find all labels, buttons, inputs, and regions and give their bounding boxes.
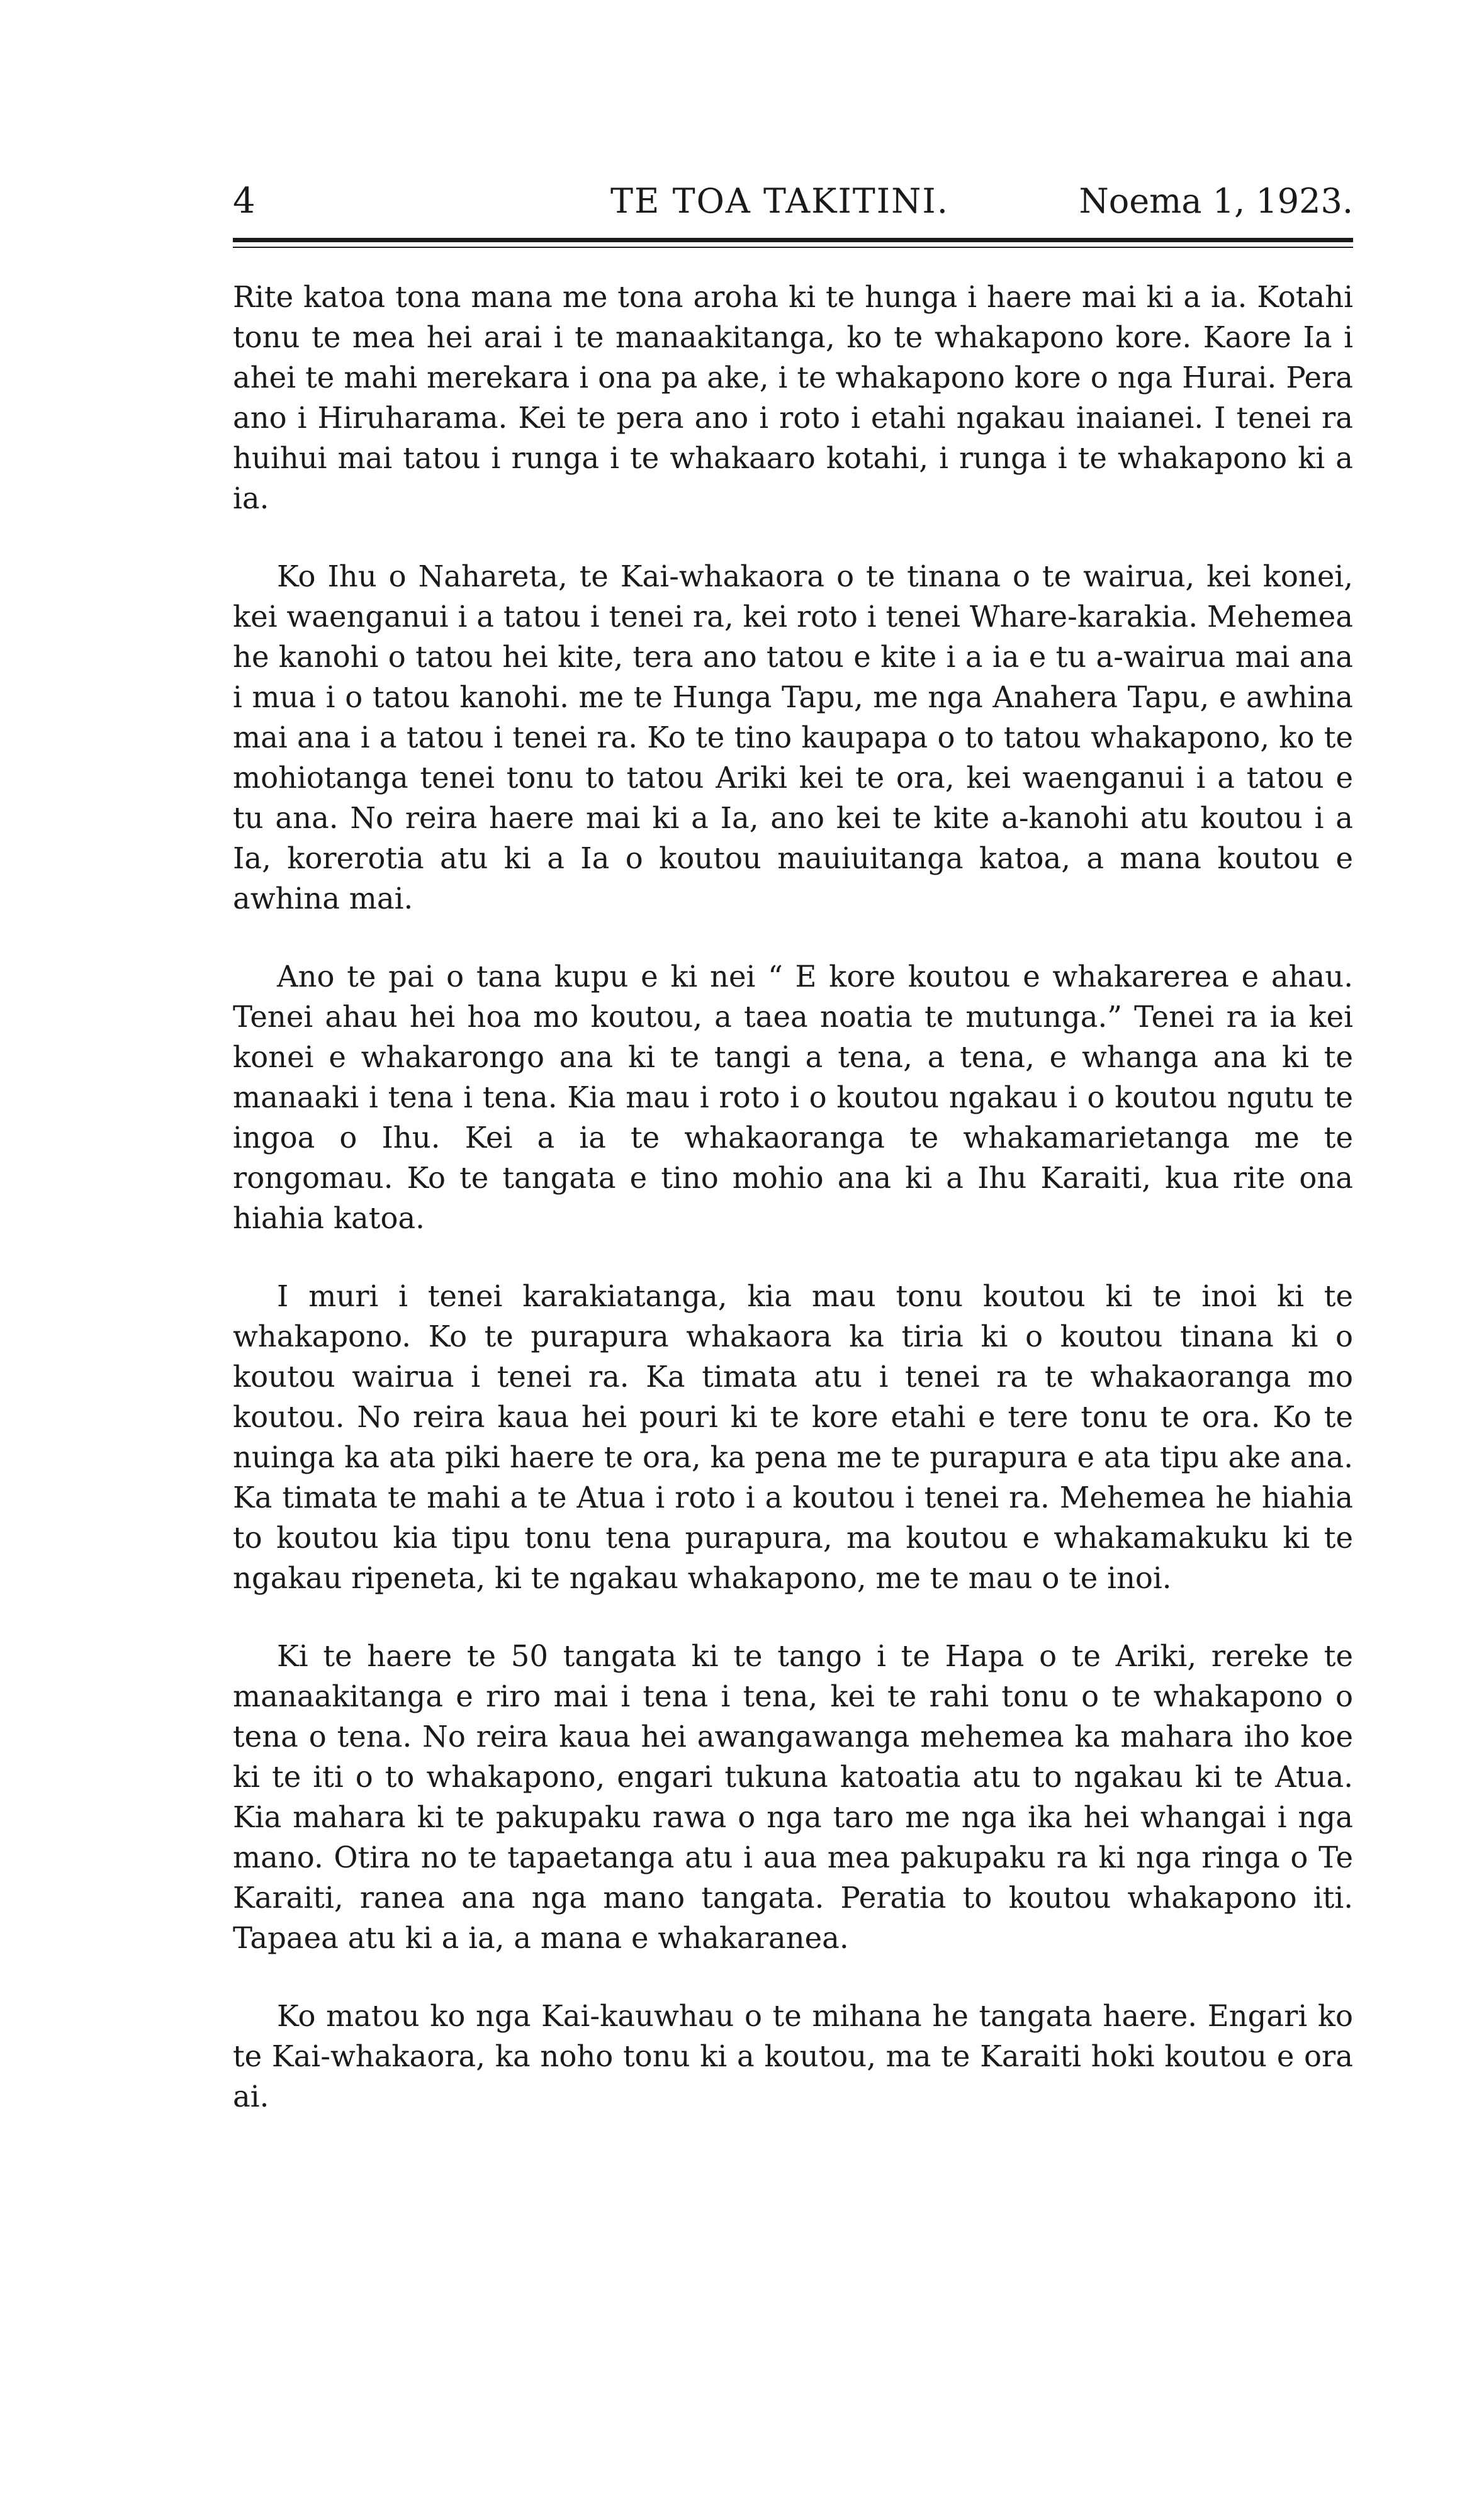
header-rule-thick	[233, 238, 1353, 242]
page-number: 4	[233, 181, 256, 221]
issue-date: Noema 1, 1923.	[1079, 181, 1353, 221]
paragraph-5: Ki te haere te 50 tangata ki te tango i te Hapa o te Ariki, rereke te manaakitanga e riro mai i tena i tena, kei te rahi tonu o te whakapono o tena o tena. No reira kaua hei awangawanga mehemea ka mahara iho koe ki te iti o to whakapono, engari tukuna katoatia atu to ngakau ki te Atua. Kia mahara ki te pakupaku rawa o nga taro me nga ika hei whangai i nga mano. Otira no te tapaetanga atu i aua mea pakupaku ra ki nga ringa o Te Karaiti, ranea ana nga mano tangata. Peratia to koutou whakapono iti. Tapaea atu ki a ia, a mana e whakaranea.	[233, 1639, 1353, 1955]
header-rule-thin	[233, 247, 1353, 248]
paragraph-3: Ano te pai o tana kupu e ki nei “ E kore koutou e whakarerea e ahau. Tenei ahau hei hoa mo koutou, a taea noatia te mutunga.” Tenei ra ia kei konei e whakarongo ana ki te tangi a tena, a tena, e whanga ana ki te manaaki i tena i tena. Kia mau i roto i o koutou ngakau i o koutou ngutu te ingoa o Ihu. Kei a ia te whakaoranga te whakamarietanga me te rongomau. Ko te tangata e tino mohio ana ki a Ihu Karaiti, kua rite ona hiahia katoa.	[233, 960, 1353, 1235]
paragraph-2: Ko Ihu o Nahareta, te Kai-whakaora o te tinana o te wairua, kei konei, kei waenganui i a tatou i tenei ra, kei roto i tenei Whare-karakia. Mehemea he kanohi o tatou hei kite, tera ano tatou e kite i a ia e tu a-wairua mai ana i mua i o tatou kanohi. me te Hunga Tapu, me nga Anahera Tapu, e awhina mai ana i a tatou i tenei ra. Ko te tino kaupapa o to tatou whakapono, ko te mohiotanga tenei tonu to tatou Ariki kei te ora, kei waenganui i a tatou e tu ana. No reira haere mai ki a Ia, ano kei te kite a-kanohi atu koutou i a Ia, korerotia atu ki a Ia o koutou mauiuitanga katoa, a mana koutou e awhina mai.	[233, 559, 1353, 916]
paragraph-4: I muri i tenei karakiatanga, kia mau tonu koutou ki te inoi ki te whakapono. Ko te purapura whakaora ka tiria ki o koutou tinana ki o koutou wairua i tenei ra. Ka timata atu i tenei ra te whakaoranga mo koutou. No reira kaua hei pouri ki te kore etahi e tere tonu te ora. Ko te nuinga ka ata piki haere te ora, ka pena me te purapura e ata tipu ake ana. Ka timata te mahi a te Atua i roto i a koutou i tenei ra. Mehemea he hiahia to koutou kia tipu tonu tena purapura, ma koutou e whakamakuku ki te ngakau ripeneta, ki te ngakau whakapono, me te mau o te inoi.	[233, 1279, 1353, 1595]
paragraph-6: Ko matou ko nga Kai-kauwhau o te mihana he tangata haere. Engari ko te Kai-whakaora, ka noho tonu ki a koutou, ma te Karaiti hoki koutou e ora ai.	[233, 1999, 1353, 2114]
article-body	[233, 277, 1353, 2154]
paragraph-1: Rite katoa tona mana me tona aroha ki te hunga i haere mai ki a ia. Kotahi tonu te mea hei arai i te manaakitanga, ko te whakapono kore. Kaore Ia i ahei te mahi merekara i ona pa ake, i te whakapono kore o nga Hurai. Pera ano i Hiruharama. Kei te pera ano i roto i etahi ngakau inaianei. I tenei ra huihui mai tatou i runga i te whakaaro kotahi, i runga i te whakapono ki a ia.	[233, 280, 1353, 515]
journal-title: TE TOA TAKITINI.	[610, 181, 949, 221]
page-header	[233, 170, 1353, 239]
